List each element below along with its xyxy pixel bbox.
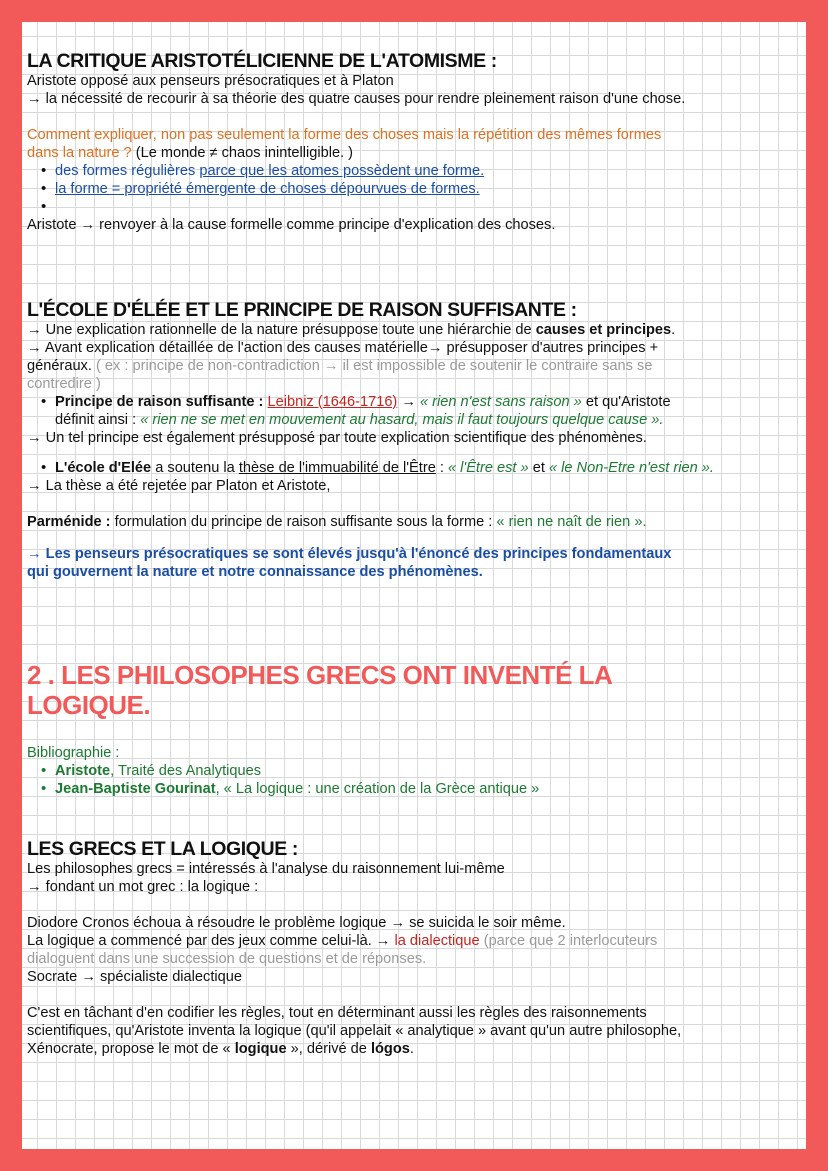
quote: « le Non-Etre n'est rien ». (548, 460, 714, 476)
bold-text: logique (234, 1041, 287, 1057)
notes-page (22, 22, 806, 1149)
text-line: → fondant un mot grec : la logique : (27, 879, 259, 895)
bold-text: L'école d'Elée (55, 460, 152, 476)
conclusion-line: → Les penseurs présocratiques se sont élevés jusqu'à l'énoncé des principes fondamentaux (27, 546, 672, 562)
chapter-title: 2 . LES PHILOSOPHES GRECS ONT INVENTÉ LA (27, 660, 613, 690)
text-line: → Avant explication détaillée de l'action des causes matérielle→ présupposer d'autres principes + (27, 340, 659, 356)
grey-note: ( ex : principe de non-contradiction → il est impossible de soutenir le contraire sans se (91, 358, 653, 374)
work: , Traité des Analytiques (110, 763, 262, 779)
bold-text: Parménide : (27, 514, 111, 530)
section-title: LA CRITIQUE ARISTOTÉLICIENNE DE L'ATOMISME : (27, 50, 497, 72)
bullet-item (27, 162, 800, 180)
section-atomism-critique (27, 50, 800, 234)
conclusion-line: qui gouvernent la nature et notre connaissance des phénomènes. (27, 564, 483, 580)
grey-note: dialoguent dans une succession de questions et de réponses. (27, 951, 427, 967)
text: définit ainsi : (55, 412, 141, 428)
question-line: Comment expliquer, non pas seulement la forme des choses mais la répétition des mêmes formes (27, 127, 662, 143)
text: : (435, 460, 448, 476)
text-line: Socrate → spécialiste dialectique (27, 969, 242, 985)
quote: « rien ne se met en mouvement au hasard, mais il faut toujours quelque cause ». (140, 412, 664, 428)
quote: « rien n'est sans raison » (420, 394, 582, 410)
text-line: Diodore Cronos échoua à résoudre le problème logique → se suicida le soir même. (27, 915, 566, 931)
grey-note: contredire ) (27, 376, 101, 392)
bold-text: lógos (370, 1041, 410, 1057)
bibliography-item (27, 780, 800, 798)
text-line: C'est en tâchant d'en codifier les règles, tout en déterminant aussi les règles des raisonnements (27, 1005, 647, 1021)
grey-note: (parce que 2 interlocuteurs (479, 933, 658, 949)
text-line: → la nécessité de recourir à sa théorie des quatre causes pour rendre pleinement raison d'une chose. (27, 91, 686, 107)
bullet-item-empty (27, 198, 800, 216)
bullet-continuation (27, 411, 800, 429)
author: Aristote (55, 763, 111, 779)
section-title: LES GRECS ET LA LOGIQUE : (27, 838, 298, 860)
bullet-text-underlined: parce que les atomes possèdent une forme. (199, 163, 485, 179)
text: . (409, 1041, 414, 1057)
text-line: → La thèse a été rejetée par Platon et Aristote, (27, 478, 331, 494)
text: et qu'Aristote (581, 394, 671, 410)
note: (Le monde ≠ chaos inintelligible. ) (135, 145, 354, 161)
section-logic-invention (27, 660, 800, 798)
text-line: Aristote opposé aux penseurs présocratiques et à Platon (27, 73, 394, 89)
text-line: Les philosophes grecs = intéressés à l'analyse du raisonnement lui-même (27, 861, 505, 877)
chapter-title: LOGIQUE. (27, 690, 151, 720)
underlined-text: thèse de l'immuabilité de l'Être (238, 460, 436, 476)
text-line: généraux. (27, 358, 92, 374)
conclusion-line: Aristote → renvoyer à la cause formelle comme principe d'explication des choses. (27, 217, 556, 233)
text: Xénocrate, propose le mot de « (27, 1041, 235, 1057)
quote: « rien ne naît de rien ». (496, 514, 647, 530)
section-elea-school (27, 299, 800, 581)
text: et (528, 460, 549, 476)
quote: « l'Être est » (448, 460, 529, 476)
text-line: . (671, 322, 676, 338)
arrow: → (397, 394, 420, 410)
author: Jean-Baptiste Gourinat (55, 781, 216, 797)
bold-text: causes et principes (535, 322, 672, 338)
text: La logique a commencé par des jeux comme celui-là. → (27, 933, 395, 949)
bibliography-label: Bibliographie : (27, 745, 120, 761)
leibniz-ref: Leibniz (1646-1716) (267, 394, 398, 410)
question-line: dans la nature ? (27, 145, 132, 161)
text-line: scientifiques, qu'Aristote inventa la logique (qu'il appelait « analytique » avant qu'un autre philosophe, (27, 1023, 682, 1039)
bullet-text-underlined: la forme = propriété émergente de choses dépourvues de formes. (55, 181, 480, 197)
bibliography-item (27, 762, 800, 780)
highlight-term: la dialectique (394, 933, 480, 949)
text: a soutenu la (151, 460, 239, 476)
bullet-item (27, 180, 800, 198)
bullet-item (27, 393, 800, 411)
work: , « La logique : une création de la Grèce antique » (215, 781, 540, 797)
text-line: → Un tel principe est également présupposé par toute explication scientifique des phénomènes. (27, 430, 647, 446)
text: formulation du principe de raison suffisante sous la forme : (110, 514, 497, 530)
text: », dérivé de (286, 1041, 371, 1057)
text-line: → Une explication rationnelle de la nature présuppose toute une hiérarchie de (27, 322, 536, 338)
bold-text: Principe de raison suffisante : (55, 394, 264, 410)
section-title: L'ÉCOLE D'ÉLÉE ET LE PRINCIPE DE RAISON SUFFISANTE : (27, 299, 577, 321)
bullet-text: des formes régulières (55, 163, 200, 179)
bullet-item (27, 459, 800, 477)
section-greeks-logic (27, 838, 800, 1058)
